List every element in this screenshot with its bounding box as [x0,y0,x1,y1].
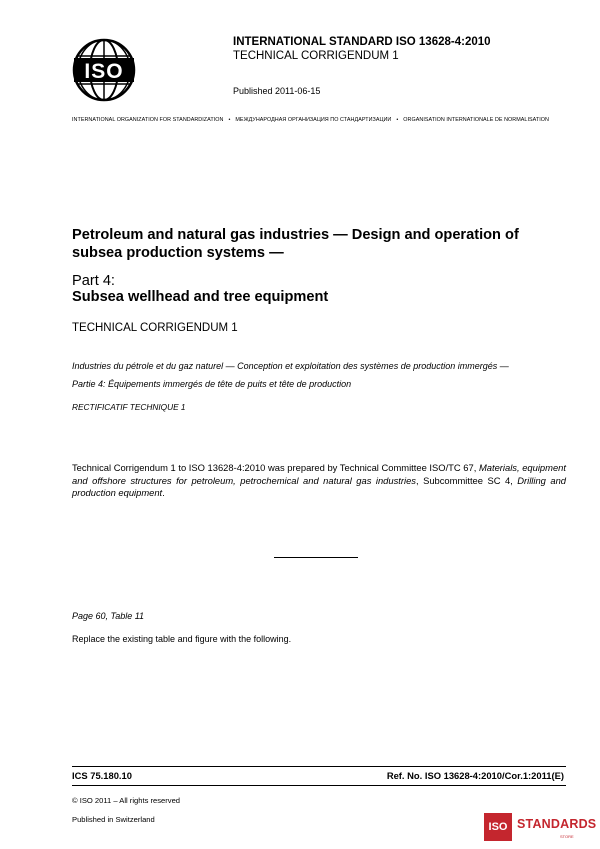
store-badge-subword: STORE [560,834,574,839]
iso-logo [72,38,136,102]
org-separator: • [396,117,399,123]
copyright-notice: © ISO 2011 – All rights reserved [72,796,181,805]
org-name-ru: МЕЖДУНАРОДНАЯ ОРГАНИЗАЦИЯ ПО СТАНДАРТИЗАЦИИ [235,117,392,123]
french-part-title: Partie 4: Équipements immergés de tête de puits et tête de production [72,379,352,389]
iso-logo-text: ISO [84,60,124,83]
corrigendum-label: TECHNICAL CORRIGENDUM 1 [233,50,399,62]
committee-name: Materials, equipment and offshore structures for petroleum, petrochemical and natural gas industries [72,462,566,486]
store-badge-box: ISO [484,813,512,841]
part-title: Subsea wellhead and tree equipment [72,289,329,305]
document-title: Petroleum and natural gas industries — Design and operation of subsea production systems — [72,227,519,261]
standard-title: INTERNATIONAL STANDARD ISO 13628-4:2010 [233,36,491,48]
published-date: Published 2011-06-15 [233,86,321,96]
reference-number: Ref. No. ISO 13628-4:2010/Cor.1:2011(E) [386,770,564,781]
org-name-fr: ORGANISATION INTERNATIONALE DE NORMALISATION [403,117,549,123]
preparation-paragraph: Technical Corrigendum 1 to ISO 13628-4:2010 was prepared by Technical Committee ISO/TC 67, Materials, equipment and offshore structures for petroleum, petrochemical and natural gas industries, Subcommittee SC 4, Drilling and production equipment. [72,462,566,499]
part-label: Part 4: [72,273,115,289]
org-name-en: INTERNATIONAL ORGANIZATION FOR STANDARDIZATION [72,117,224,123]
published-in: Published in Switzerland [72,815,155,824]
iso-standards-store-badge [484,813,600,849]
replacement-instruction: Replace the existing table and figure with the following. [72,634,292,644]
footer-rule-top [72,766,566,767]
org-separator: • [228,117,231,123]
subcommittee-name: Drilling and production equipment [72,474,566,499]
french-corrigendum-label: RECTIFICATIF TECHNIQUE 1 [72,402,186,412]
store-badge-word: STANDARDS [517,817,597,831]
organization-line [72,117,564,123]
french-title: Industries du pétrole et du gaz naturel — Conception et exploitation des systèmes de production immergés — [72,361,509,371]
page-reference: Page 60, Table 11 [72,611,145,621]
ics-code: ICS 75.180.10 [72,770,132,781]
technical-corrigendum-label: TECHNICAL CORRIGENDUM 1 [72,322,238,334]
section-divider [274,557,358,558]
footer-rule-bottom [72,785,566,786]
